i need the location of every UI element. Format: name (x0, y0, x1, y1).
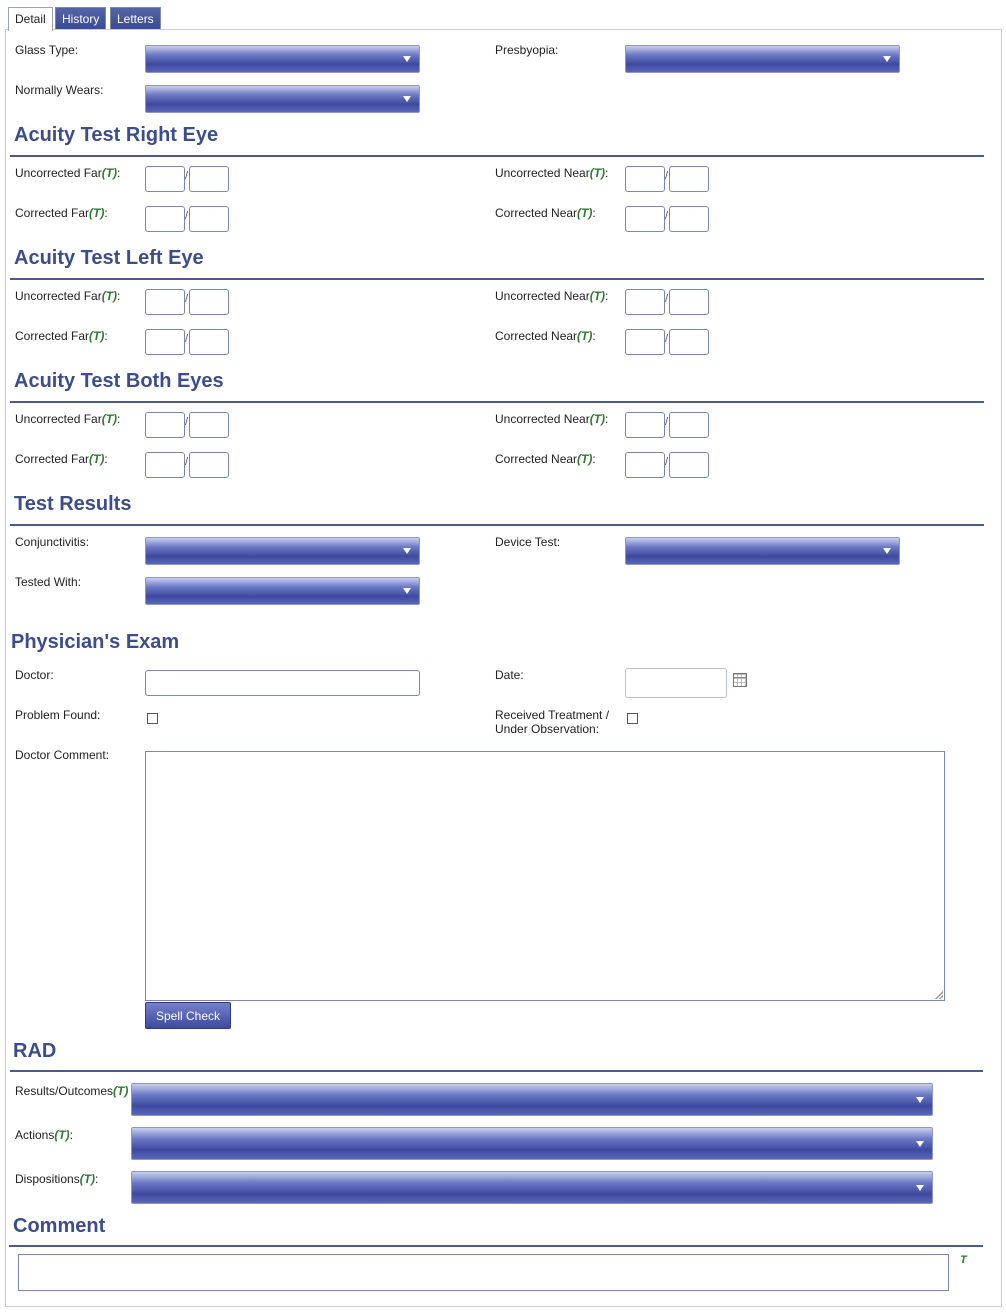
section-divider (10, 524, 984, 526)
left-corrected-far-label: Corrected Far(T): (15, 329, 108, 343)
left-corrected-near-denominator[interactable] (669, 329, 709, 355)
section-title-comment: Comment (13, 1215, 106, 1237)
conjunctivitis-select[interactable] (145, 537, 420, 565)
left-uncorrected-near-label: Uncorrected Near(T): (495, 289, 609, 303)
fraction-slash: / (665, 333, 669, 345)
left-uncorrected-far-numerator[interactable] (145, 289, 185, 315)
right-uncorrected-near-label: Uncorrected Near(T): (495, 166, 609, 180)
both-corrected-far-label: Corrected Far(T): (15, 452, 108, 466)
date-input[interactable] (625, 668, 727, 698)
left-uncorrected-far-label: Uncorrected Far(T): (15, 289, 121, 303)
fraction-slash: / (185, 333, 189, 345)
chevron-down-icon (403, 56, 411, 62)
both-corrected-near-numerator[interactable] (625, 452, 665, 478)
right-corrected-near-denominator[interactable] (669, 206, 709, 232)
calendar-icon[interactable] (733, 673, 747, 687)
both-uncorrected-near-label: Uncorrected Near(T): (495, 412, 609, 426)
translation-marker: T (960, 1254, 967, 1266)
both-uncorrected-far-denominator[interactable] (189, 412, 229, 438)
comment-input[interactable] (18, 1254, 949, 1291)
resize-handle-icon[interactable] (935, 991, 943, 999)
right-corrected-far-denominator[interactable] (189, 206, 229, 232)
date-label: Date: (495, 668, 524, 682)
chevron-down-icon (916, 1097, 924, 1103)
chevron-down-icon (403, 96, 411, 102)
tab-label: Detail (15, 12, 46, 26)
received-treatment-checkbox[interactable] (627, 713, 638, 724)
section-divider (10, 278, 984, 280)
chevron-down-icon (403, 588, 411, 594)
section-title-rad: RAD (13, 1040, 57, 1062)
tested-with-label: Tested With: (15, 575, 82, 589)
section-divider (10, 401, 984, 403)
both-corrected-far-numerator[interactable] (145, 452, 185, 478)
fraction-slash: / (185, 170, 189, 182)
spell-check-button[interactable]: Spell Check (145, 1002, 231, 1029)
both-corrected-near-denominator[interactable] (669, 452, 709, 478)
both-uncorrected-far-label: Uncorrected Far(T): (15, 412, 121, 426)
dispositions-label: Dispositions(T): (15, 1172, 99, 1186)
left-uncorrected-near-denominator[interactable] (669, 289, 709, 315)
section-divider (10, 1070, 983, 1072)
fraction-slash: / (185, 210, 189, 222)
section-title-physician-exam: Physician's Exam (11, 631, 180, 653)
left-corrected-near-numerator[interactable] (625, 329, 665, 355)
fraction-slash: / (665, 456, 669, 468)
left-corrected-near-label: Corrected Near(T): (495, 329, 596, 343)
doctor-comment-label: Doctor Comment: (15, 748, 110, 762)
right-corrected-far-label: Corrected Far(T): (15, 206, 108, 220)
conjunctivitis-label: Conjunctivitis: (15, 535, 90, 549)
received-treatment-label: Received Treatment / Under Observation: (495, 708, 610, 736)
right-uncorrected-far-numerator[interactable] (145, 166, 185, 192)
glass-type-select[interactable] (145, 45, 420, 73)
tab-label: Letters (117, 12, 154, 26)
tab-label: History (62, 12, 100, 26)
both-corrected-near-label: Corrected Near(T): (495, 452, 596, 466)
fraction-slash: / (665, 293, 669, 305)
left-uncorrected-near-numerator[interactable] (625, 289, 665, 315)
fraction-slash: / (665, 210, 669, 222)
device-test-label: Device Test: (495, 535, 561, 549)
fraction-slash: / (665, 416, 669, 428)
device-test-select[interactable] (625, 537, 900, 565)
normally-wears-label: Normally Wears: (15, 83, 104, 97)
actions-label: Actions(T): (15, 1128, 74, 1142)
tab-detail[interactable] (8, 7, 53, 31)
left-corrected-far-numerator[interactable] (145, 329, 185, 355)
normally-wears-select[interactable] (145, 85, 420, 113)
section-title-both-eyes: Acuity Test Both Eyes (14, 370, 224, 392)
section-divider (10, 155, 984, 157)
tab-history[interactable] (55, 7, 106, 30)
doctor-label: Doctor: (15, 668, 54, 682)
results-outcomes-select[interactable] (131, 1083, 933, 1116)
both-uncorrected-far-numerator[interactable] (145, 412, 185, 438)
both-corrected-far-denominator[interactable] (189, 452, 229, 478)
section-title-left-eye: Acuity Test Left Eye (14, 247, 204, 269)
results-outcomes-label: Results/Outcomes(T) (15, 1084, 129, 1098)
chevron-down-icon (403, 548, 411, 554)
dispositions-select[interactable] (131, 1171, 933, 1204)
right-uncorrected-far-denominator[interactable] (189, 166, 229, 192)
chevron-down-icon (916, 1141, 924, 1147)
right-corrected-near-numerator[interactable] (625, 206, 665, 232)
chevron-down-icon (916, 1185, 924, 1191)
doctor-input[interactable] (145, 670, 420, 696)
glass-type-label: Glass Type: (15, 43, 79, 57)
fraction-slash: / (185, 293, 189, 305)
section-title-test-results: Test Results (14, 493, 132, 515)
right-uncorrected-near-numerator[interactable] (625, 166, 665, 192)
fraction-slash: / (665, 170, 669, 182)
both-uncorrected-near-denominator[interactable] (669, 412, 709, 438)
presbyopia-select[interactable] (625, 45, 900, 73)
right-corrected-near-label: Corrected Near(T): (495, 206, 596, 220)
tab-letters[interactable] (110, 7, 161, 30)
chevron-down-icon (883, 548, 891, 554)
chevron-down-icon (883, 56, 891, 62)
right-uncorrected-near-denominator[interactable] (669, 166, 709, 192)
section-divider (9, 1245, 983, 1247)
fraction-slash: / (185, 416, 189, 428)
section-title-right-eye: Acuity Test Right Eye (14, 124, 219, 146)
presbyopia-label: Presbyopia: (495, 43, 559, 57)
actions-select[interactable] (131, 1127, 933, 1160)
left-uncorrected-far-denominator[interactable] (189, 289, 229, 315)
both-uncorrected-near-numerator[interactable] (625, 412, 665, 438)
problem-found-label: Problem Found: (15, 708, 101, 722)
doctor-comment-textarea[interactable] (145, 751, 945, 1001)
right-uncorrected-far-label: Uncorrected Far(T): (15, 166, 121, 180)
right-corrected-far-numerator[interactable] (145, 206, 185, 232)
tested-with-select[interactable] (145, 577, 420, 605)
problem-found-checkbox[interactable] (147, 713, 158, 724)
left-corrected-far-denominator[interactable] (189, 329, 229, 355)
fraction-slash: / (185, 456, 189, 468)
